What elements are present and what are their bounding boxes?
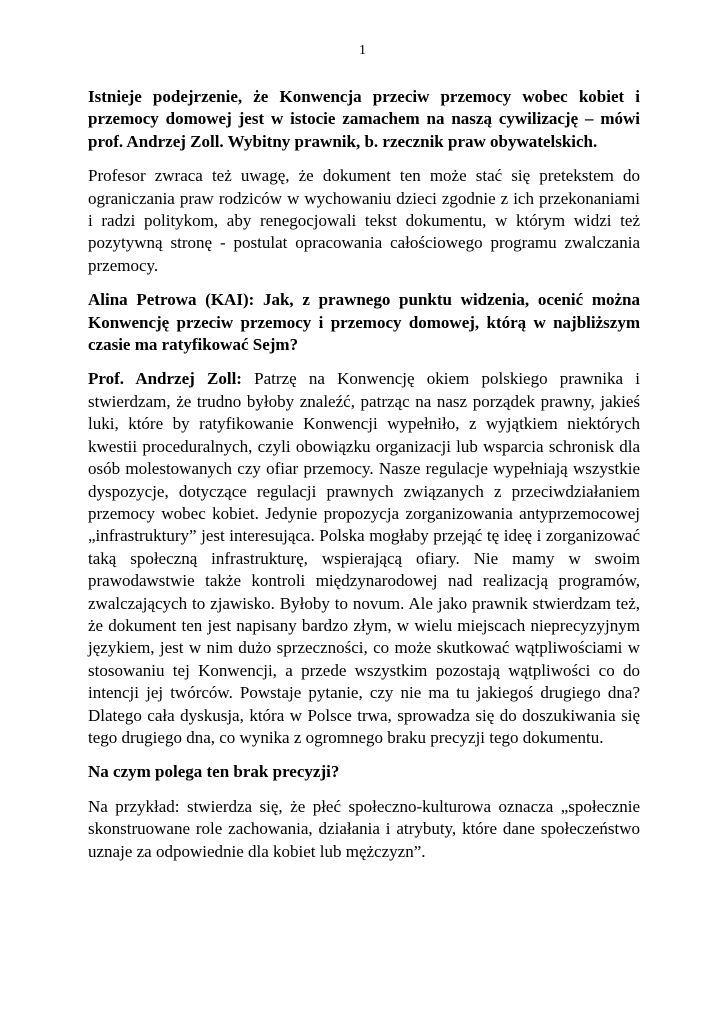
interview-question-2: Na czym polega ten brak precyzji? (88, 762, 340, 782)
intro-paragraph: Profesor zwraca też uwagę, że dokument ten może stać się pretekstem do ograniczania praw rodziców w wychowaniu dzieci zgodnie z ich przekonaniami i radzi politykom, aby renegocjowali tekst dokumentu, w którym widzi też pozytywną stronę - postulat opracowania całościowego programu zwalczania przemocy. (88, 166, 640, 275)
page-number: 1 (359, 43, 366, 58)
speaker-label: Prof. Andrzej Zoll: (88, 369, 242, 389)
interview-answer-1 (88, 368, 640, 749)
lead-paragraph: Istnieje podejrzenie, że Konwencja przeciw przemocy wobec kobiet i przemocy domowej jest w istocie zamachem na naszą cywilizację – mówi prof. Andrzej Zoll. Wybitny prawnik, b. rzecznik praw obywatelskich. (88, 87, 640, 151)
article-body (88, 86, 640, 875)
answer-text: Patrzę na Konwencję okiem polskiego prawnika i stwierdzam, że trudno byłoby znaleźć, patrząc na nasz porządek prawny, jakieś luki, które by ratyfikowanie Konwencji wypełniło, z wyjątkiem niektórych kwestii proceduralnych, czyli obowiązku organizacji lub wsparcia schronisk dla osób molestowanych czy ofiar przemocy. Nasze regulacje wypełniają wszystkie dyspozycje, dotyczące regulacji prawnych związanych z przeciwdziałaniem przemocy wobec kobiet. Jedynie propozycja zorganizowania antyprzemocowej „infrastruktury” jest interesująca. Polska mogłaby przejąć tę ideę i zorganizować taką społeczną infrastrukturę, wspierającą ofiary. Nie mamy w swoim prawodawstwie także kontroli międzynarodowej nad realizacją programów, zwalczających to zjawisko. Byłoby to novum. Ale jako prawnik stwierdzam też, że dokument ten jest napisany bardzo złym, w wielu miejscach nieprecyzyjnym językiem, jest w nim dużo sprzeczności, co może skutkować wątpliwościami w stosowaniu tej Konwencji, a przede wszystkim pozostają wątpliwości co do intencji jej twórców. Powstaje pytanie, czy nie ma tu jakiegoś drugiego dna? Dlatego cała dyskusja, która w Polsce trwa, sprowadza się do doszukiwania się tego drugiego dna, co wynika z ogromnego braku precyzji tego dokumentu. (88, 369, 640, 747)
interview-question-1: Alina Petrowa (KAI): Jak, z prawnego punktu widzenia, ocenić można Konwencję przeciw przemocy i przemocy domowej, którą w najbliższym czasie ma ratyfikować Sejm? (88, 290, 640, 355)
interview-answer-2: Na przykład: stwierdza się, że płeć społeczno-kulturowa oznacza „społecznie skonstruowane role zachowania, działania i atrybuty, które dane społeczeństwo uznaje za odpowiednie dla kobiet lub mężczyzn”. (88, 796, 640, 861)
